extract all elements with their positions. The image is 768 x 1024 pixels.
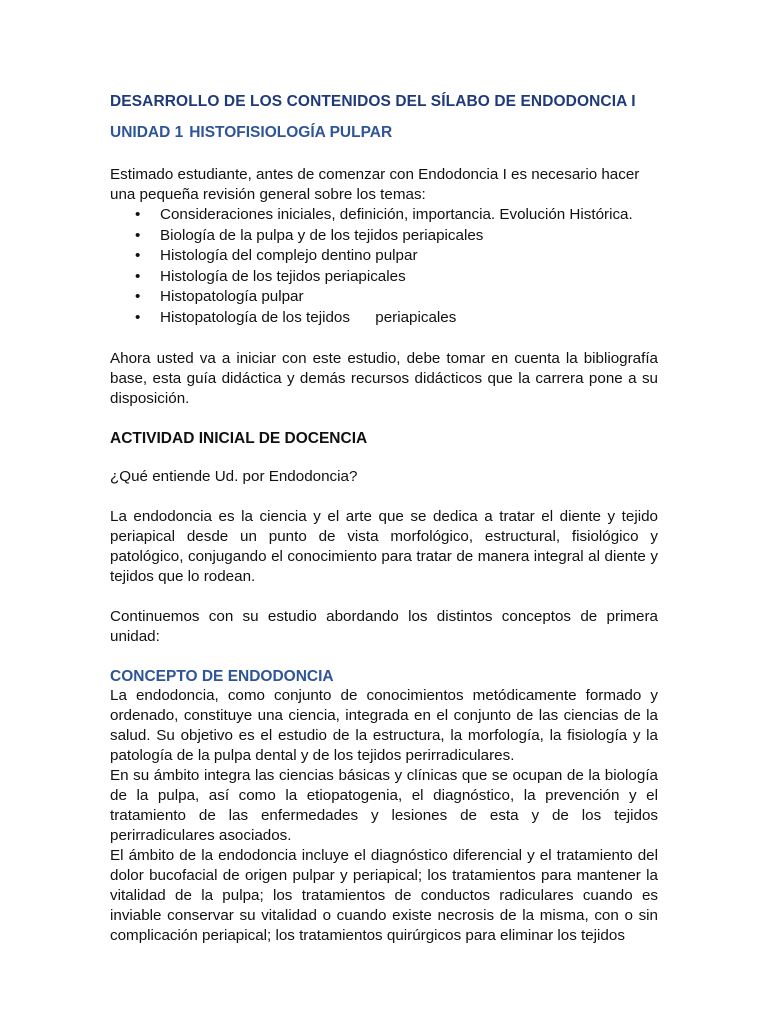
- unit-name: HISTOFISIOLOGÍA PULPAR: [189, 124, 393, 141]
- bullet-icon: •: [135, 288, 141, 305]
- list-item: • Histopatología de los tejidos periapicales: [135, 308, 658, 329]
- list-item: • Histopatología pulpar: [135, 287, 658, 308]
- topics-list: [110, 205, 658, 328]
- unit-title: [110, 124, 658, 142]
- bullet-icon: •: [135, 267, 141, 285]
- list-item: • Histología de los tejidos periapicales: [135, 267, 658, 288]
- study-paragraph: Ahora usted va a iniciar con este estudio, debe tomar en cuenta la bibliografía base, esta guía didáctica y demás recursos didácticos que la carrera pone a su disposición.: [110, 350, 658, 407]
- answer-paragraph: La endodoncia es la ciencia y el arte que se dedica a tratar el diente y tejido periapical desde un punto de vista morfológico, estructural, fisiológico y patológico, conjugando el conocimiento para tratar de manera integral al diente y tejidos que lo rodean.: [110, 508, 658, 585]
- concept-heading: CONCEPTO DE ENDODONCIA: [110, 668, 334, 685]
- list-item: • Consideraciones iniciales, definición, importancia. Evolución Histórica.: [135, 205, 658, 226]
- activity-heading: ACTIVIDAD INICIAL DE DOCENCIA: [110, 430, 368, 447]
- bullet-icon: •: [135, 308, 141, 326]
- bullet-icon: •: [135, 247, 141, 264]
- concept-paragraph-3: El ámbito de la endodoncia incluye el diagnóstico diferencial y el tratamiento del dolor bucofacial de origen pulpar y periapical; los tratamientos para mantener la vitalidad de la pulpa; los tratamientos de conductos radiculares cuando es inviable conservar su vitalidad o cuando existe necrosis de la misma, con o sin complicación periapical; los tratamientos quirúrgicos para eliminar los tejidos: [110, 847, 658, 944]
- continue-paragraph: Continuemos con su estudio abordando los distintos conceptos de primera unidad:: [110, 608, 658, 645]
- bullet-icon: •: [135, 226, 141, 244]
- question-text: ¿Qué entiende Ud. por Endodoncia?: [110, 468, 358, 485]
- list-item: • Biología de la pulpa y de los tejidos periapicales: [135, 226, 658, 247]
- bullet-icon: •: [135, 206, 141, 223]
- concept-paragraph-1: La endodoncia, como conjunto de conocimientos metódicamente formado y ordenado, constituye una ciencia, integrada en el conjunto de las ciencias de la salud. Su objetivo es el estudio de la estructura, la morfología, la fisiología y la patología de la pulpa dental y de los tejidos perirradiculares.: [110, 687, 658, 764]
- concept-paragraph-2: En su ámbito integra las ciencias básicas y clínicas que se ocupan de la biología de la pulpa, así como la etiopatogenia, el diagnóstico, la prevención y el tratamiento de las enfermedades y lesiones de esta y de los tejidos perirradiculares asociados.: [110, 767, 658, 844]
- list-item: • Histología del complejo dentino pulpar: [135, 246, 658, 267]
- intro-paragraph: Estimado estudiante, antes de comenzar con Endodoncia I es necesario hacer una pequeña revisión general sobre los temas:: [110, 166, 640, 203]
- document-title: DESARROLLO DE LOS CONTENIDOS DEL SÍLABO DE ENDODONCIA I: [110, 93, 636, 110]
- unit-number: UNIDAD 1: [110, 124, 184, 141]
